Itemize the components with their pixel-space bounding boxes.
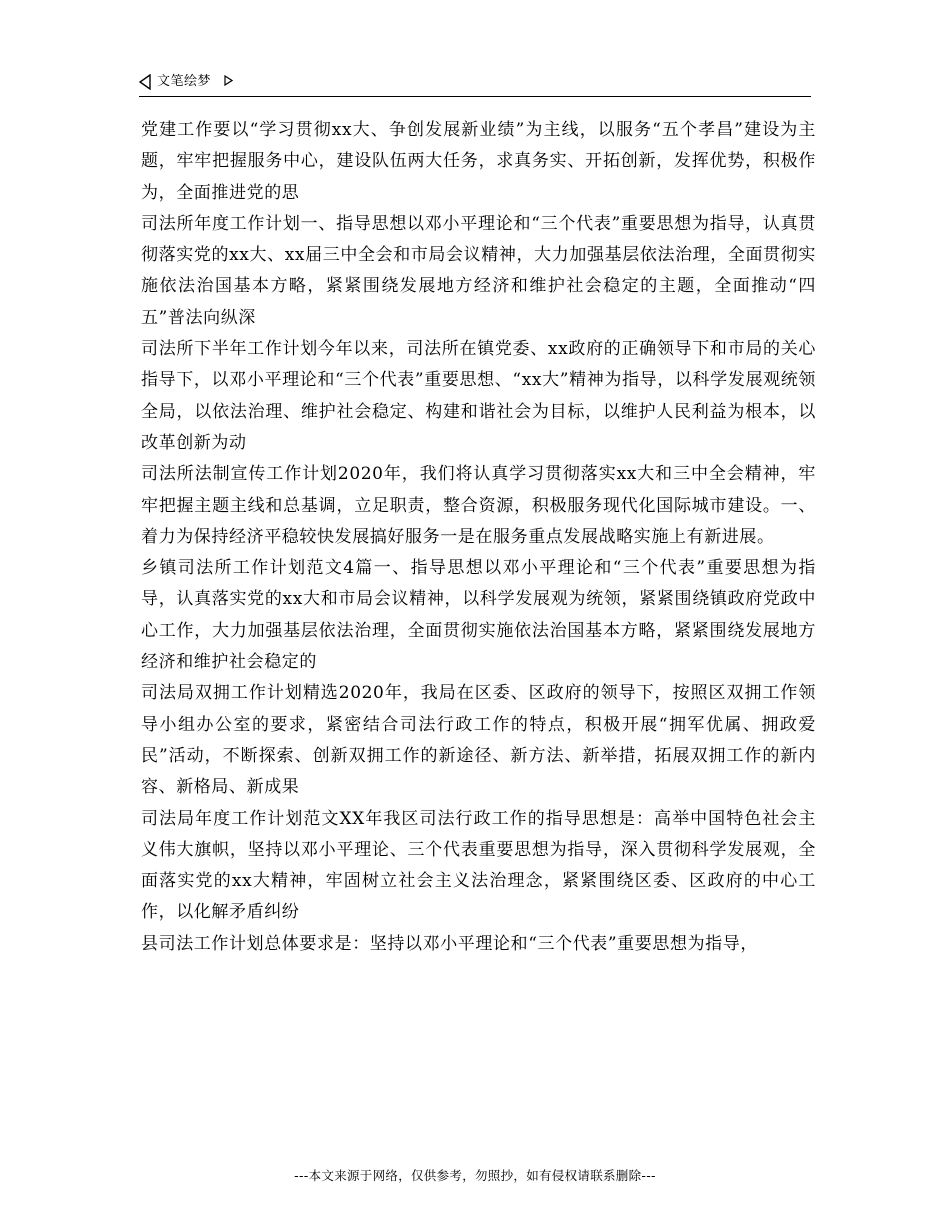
- paragraph: 司法局年度工作计划范文XX年我区司法行政工作的指导思想是：高举中国特色社会主义伟大旗帜，坚持以邓小平理论、三个代表重要思想为指导，深入贯彻科学发展观，全面落实党的xx大精神，牢固树立社会主义法治理念，紧紧围绕区委、区政府的中心工作，以化解矛盾纠纷: [141, 808, 816, 923]
- triangle-right-icon: [224, 75, 233, 86]
- paragraph: 司法局双拥工作计划精选2020年，我局在区委、区政府的领导下，按照区双拥工作领导小组办公室的要求，紧密结合司法行政工作的特点，积极开展“拥军优属、拥政爱民”活动，不断探索、创新双拥工作的新途径、新方法、新举措，拓展双拥工作的新内容、新格局、新成果: [141, 683, 816, 798]
- paragraph: 党建工作要以“学习贯彻xx大、争创发展新业绩”为主线，以服务“五个孝昌”建设为主题，牢牢把握服务中心，建设队伍两大任务，求真务实、开拓创新，发挥优势，积极作为，全面推进党的思: [141, 120, 816, 203]
- triangle-left-icon: [139, 74, 151, 90]
- paragraph: 县司法工作计划总体要求是：坚持以邓小平理论和“三个代表”重要思想为指导，: [141, 933, 758, 954]
- header-brand: 文笔绘梦: [157, 74, 212, 89]
- paragraph: 司法所年度工作计划一、指导思想以邓小平理论和“三个代表”重要思想为指导，认真贯彻落实党的xx大、xx届三中全会和市局会议精神，大力加强基层依法治理，全面贯彻实施依法治国基本方略，紧紧围绕发展地方经济和维护社会稳定的主题，全面推动“四五”普法向纵深: [141, 213, 816, 328]
- paragraph: 乡镇司法所工作计划范文4篇一、指导思想以邓小平理论和“三个代表”重要思想为指导，认真落实党的xx大和市局会议精神，以科学发展观为统领，紧紧围绕镇政府党政中心工作，大力加强基层依法治理，全面贯彻实施依法治国基本方略，紧紧围绕发展地方经济和维护社会稳定的: [141, 558, 816, 673]
- document-body: [141, 115, 816, 960]
- paragraph: 司法所法制宣传工作计划2020年，我们将认真学习贯彻落实xx大和三中全会精神，牢牢把握主题主线和总基调，立足职责，整合资源，积极服务现代化国际城市建设。一、着力为保持经济平稳较快发展搞好服务一是在服务重点发展战略实施上有新进展。: [141, 464, 816, 547]
- paragraph: 司法所下半年工作计划今年以来，司法所在镇党委、xx政府的正确领导下和市局的关心指导下，以邓小平理论和“三个代表”重要思想、“xx大”精神为指导，以科学发展观统领全局，以依法治理、维护社会稳定、构建和谐社会为目标，以维护人民利益为根本，以改革创新为动: [141, 339, 816, 453]
- page-footer-notice: ---本文来源于网络，仅供参考，勿照抄，如有侵权请联系删除---: [294, 1168, 656, 1183]
- page-header: [139, 72, 811, 97]
